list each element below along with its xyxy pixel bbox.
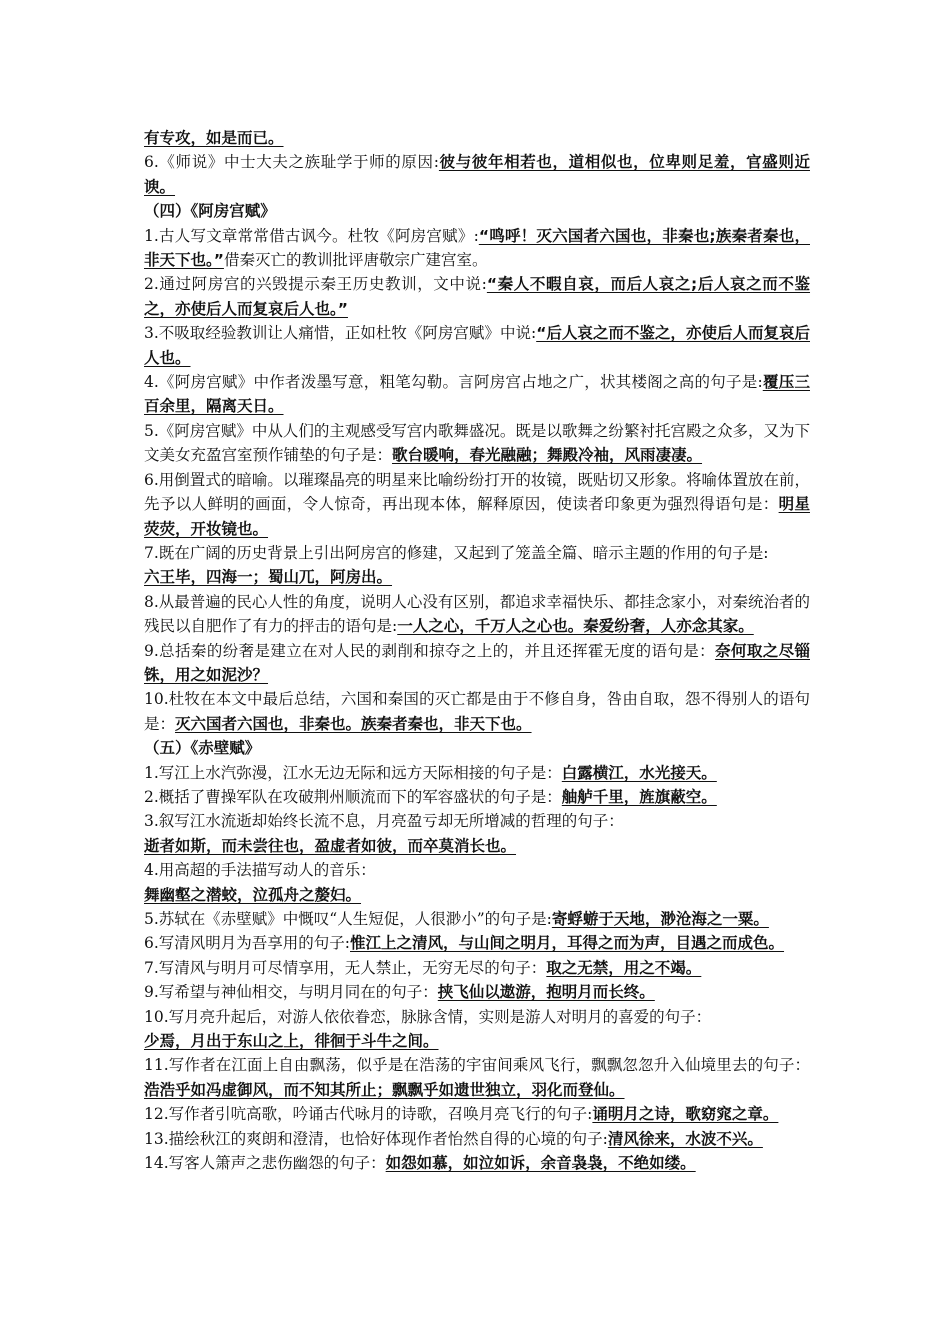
answer-text: 一人之心，千万人之心也。秦爱纷奢，人亦念其家。 <box>397 617 754 636</box>
question-item <box>144 639 810 688</box>
answer-text: 灭六国者六国也，非秦也。族秦者秦也，非天下也。 <box>175 714 532 733</box>
question-text: 6.《师说》中士大夫之族耻学于师的原因: <box>144 153 439 172</box>
question-item <box>144 370 810 419</box>
answer-text: 明星荧荧，开妆镜也。 <box>144 495 810 538</box>
answer-text: 有专攻，如是而已。 <box>144 129 284 147</box>
question-item <box>144 541 810 590</box>
answer-text: 白露横江，水光接天。 <box>561 763 717 782</box>
answer-text: 覆压三百余里，隔离天日。 <box>144 373 810 416</box>
answer-text: 浩浩乎如冯虚御风，而不知其所止；飘飘乎如遗世独立，羽化而登仙。 <box>144 1080 625 1099</box>
answer-text: 惟江上之清风，与山间之明月，耳得之而为声，目遇之而成色。 <box>350 934 785 953</box>
question-item <box>144 956 810 980</box>
section-heading-text: （四）《阿房宫赋》 <box>144 202 276 221</box>
question-text: 2.概括了曹操军队在攻破荆州顺流而下的军容盛状的句子是： <box>144 787 562 806</box>
question-item <box>144 931 810 955</box>
question-item <box>144 272 810 321</box>
answer-text: “秦人不暇自哀，而后人哀之;后人哀之而不鉴之，亦使后人而复哀后人也。” <box>144 275 811 318</box>
question-item <box>144 907 810 931</box>
answer-text: 舳舻千里，旌旗蔽空。 <box>561 787 717 806</box>
question-text: 6.写清风明月为吾享用的句子: <box>144 934 351 953</box>
question-text: 7.写清风与明月可尽情享用，无人禁止，无穷无尽的句子： <box>144 958 547 977</box>
answer-text: 寄蜉蝣于天地，渺沧海之一粟。 <box>551 910 769 928</box>
question-text: 9.写希望与神仙相交，与明月同在的句子： <box>144 983 438 1002</box>
question-item <box>144 761 810 785</box>
question-text: 4.《阿房宫赋》中作者泼墨写意，粗笔勾勒。言阿房宫占地之广，状其楼阁之高的句子是: <box>144 373 763 392</box>
answer-text: 挟飞仙以遨游，抱明月而长终。 <box>437 983 655 1002</box>
question-item <box>144 468 810 541</box>
question-text: 7.既在广阔的历史背景上引出阿房宫的修建，又起到了笼盖全篇、暗示主题的作用的句子是: <box>144 543 769 562</box>
answer-text: “鸣呼！灭六国者六国也，非秦也;族秦者秦也，非天下也。” <box>144 226 810 270</box>
answer-text: 取之无禁，用之不竭。 <box>546 958 702 977</box>
question-item <box>144 1151 810 1175</box>
answer-text: 彼与彼年相若也，道相似也，位卑则足羞，官盛则近谀。 <box>144 153 810 196</box>
answer-text: 歌台暖响，春光融融；舞殿冷袖，风雨凄凄。 <box>392 446 703 465</box>
answer-text: 诵明月之诗，歌窈窕之章。 <box>592 1105 779 1124</box>
question-item <box>144 126 810 150</box>
question-text: 3.不吸取经验教训让人痛惜，正如杜牧《阿房宫赋》中说: <box>144 324 537 343</box>
question-item <box>144 858 810 907</box>
answer-text: 如怨如慕，如泣如诉，余音袅袅，不绝如缕。 <box>385 1154 696 1173</box>
question-text: 1.写江上水汽弥漫，江水无边无际和远方天际相接的句子是： <box>144 763 562 782</box>
question-text: 5.《阿房宫赋》中从人们的主观感受写宫内歌舞盛况。既是以歌舞之纷繁衬托宫殿之众多，又为下文美女充盈宫室预作铺垫的句子是： <box>144 421 810 465</box>
question-item <box>144 321 810 370</box>
question-text: 1.古人写文章常常借古讽今。杜牧《阿房宫赋》: <box>144 226 479 245</box>
question-text: 10.写月亮升起后，对游人依依眷恋，脉脉含情，实则是游人对明月的喜爱的句子： <box>144 1007 712 1026</box>
question-text: 13.描绘秋江的爽朗和澄清，也恰好体现作者怡然自得的心境的句子: <box>144 1129 608 1148</box>
question-item <box>144 1005 810 1054</box>
question-item <box>144 687 810 736</box>
question-text: 2.通过阿房宫的兴毁提示秦王历史教训，文中说: <box>144 275 487 294</box>
question-item <box>144 785 810 809</box>
question-item <box>144 1127 810 1151</box>
question-text: 6.用倒置式的暗喻。以璀璨晶亮的明星来比喻纷纷打开的妆镜，既贴切又形象。将喻体置放在前，先予以人鲜明的画面，令人惊奇，再出现本体，解释原因，使读者印象更为强烈得语句是： <box>144 470 810 514</box>
question-item <box>144 224 810 273</box>
question-text: 11.写作者在江面上自由飘荡，似乎是在浩荡的宇宙间乘风飞行，飘飘忽忽升入仙境里去的句子： <box>144 1056 810 1075</box>
question-item <box>144 590 810 639</box>
question-item <box>144 150 810 199</box>
question-text: 10.杜牧在本文中最后总结，六国和秦国的灭亡都是由于不修自身，咎由自取，怨不得别人的语句是： <box>144 690 810 733</box>
question-text: 3.叙写江水流逝却始终长流不息，月亮盈亏却无所增减的哲理的句子： <box>144 812 624 831</box>
question-item <box>144 1053 810 1102</box>
answer-text: 逝者如斯，而未尝往也，盈虚者如彼，而卒莫消长也。 <box>144 836 517 855</box>
section-heading <box>144 736 810 760</box>
question-item <box>144 419 810 468</box>
answer-text: 舞幽壑之潜蛟，泣孤舟之嫠妇。 <box>144 885 362 904</box>
answer-text: 奈何取之尽锱铢，用之如泥沙？ <box>144 641 810 684</box>
question-text: 9.总括秦的纷奢是建立在对人民的剥削和掠夺之上的，并且还挥霍无度的语句是： <box>144 641 716 660</box>
question-text-tail: 借秦灭亡的教训批评唐敬宗广建宫室。 <box>223 251 488 270</box>
question-text: 4.用高超的手法描写动人的音乐： <box>144 861 376 880</box>
question-item <box>144 809 810 858</box>
answer-text: 六王毕，四海一；蜀山兀，阿房出。 <box>144 568 393 587</box>
answer-text: “后人哀之而不鉴之，亦使后人而复哀后人也。 <box>144 324 810 367</box>
question-text: 5.苏轼在《赤壁赋》中慨叹“人生短促，人很渺小”的句子是: <box>144 910 552 928</box>
section-heading <box>144 199 810 223</box>
question-text: 8.从最普遍的民心人性的角度，说明人心没有区别，都追求幸福快乐、都挂念家小，对秦统治者的残民以自肥作了有力的抨击的语句是: <box>144 592 810 636</box>
question-text: 14.写客人箫声之悲伤幽怨的句子： <box>144 1154 386 1173</box>
section-heading-text: （五）《赤壁赋》 <box>144 739 261 758</box>
question-item <box>144 980 810 1004</box>
question-text: 12.写作者引吭高歌，吟诵古代咏月的诗歌，召唤月亮飞行的句子: <box>144 1105 593 1124</box>
answer-text: 少焉，月出于东山之上，徘徊于斗牛之间。 <box>144 1032 439 1051</box>
answer-text: 清风徐来，水波不兴。 <box>607 1129 763 1148</box>
question-item <box>144 1102 810 1126</box>
